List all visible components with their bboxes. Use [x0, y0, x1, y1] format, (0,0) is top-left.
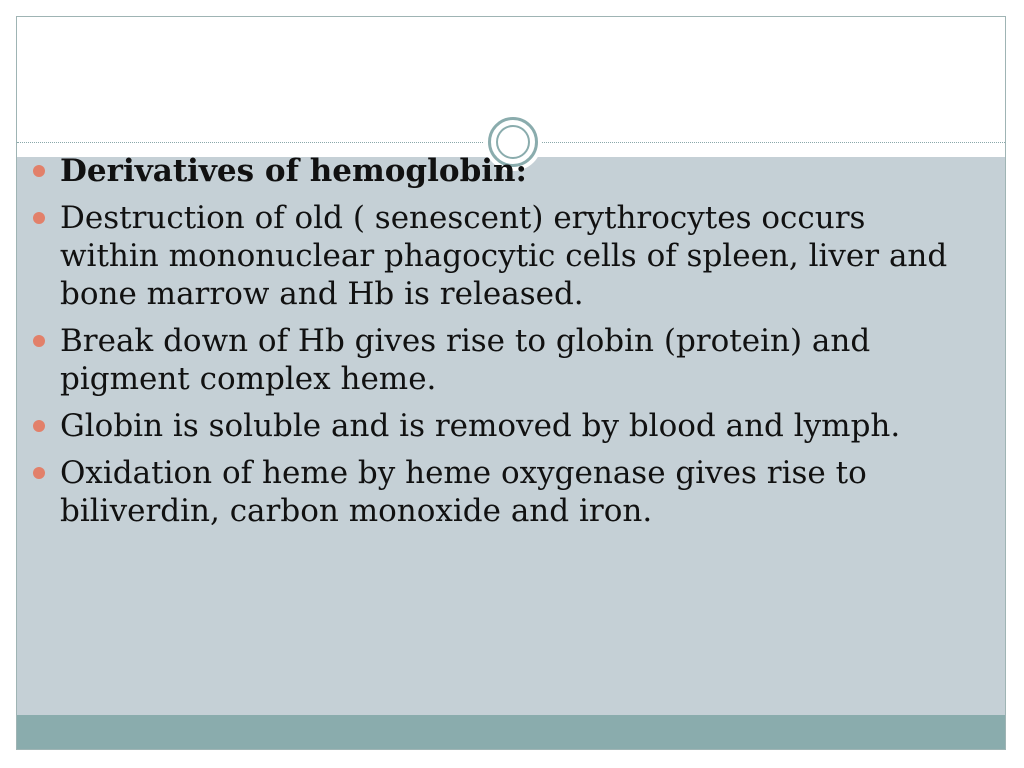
bullet-dot-icon [33, 335, 45, 347]
bullet-text: Destruction of old ( senescent) erythrocytes occurs within mononuclear phagocytic cells of spleen, liver and bone marrow and Hb is released. [60, 200, 948, 312]
bullet-dot-icon [33, 165, 45, 177]
bullet-item [30, 322, 970, 398]
bullet-item [30, 199, 970, 313]
bullet-text: Globin is soluble and is removed by blood and lymph. [60, 408, 901, 444]
bullet-list [30, 152, 970, 539]
footer-bar [17, 715, 1005, 750]
bullet-dot-icon [33, 212, 45, 224]
bullet-text: Oxidation of heme by heme oxygenase gives rise to biliverdin, carbon monoxide and iron. [60, 455, 867, 529]
bullet-item [30, 454, 970, 530]
bullet-text: Derivatives of hemoglobin: [60, 153, 527, 189]
bullet-dot-icon [33, 467, 45, 479]
bullet-text: Break down of Hb gives rise to globin (protein) and pigment complex heme. [60, 323, 871, 397]
bullet-dot-icon [33, 420, 45, 432]
bullet-item [30, 407, 970, 445]
bullet-item-heading [30, 152, 970, 190]
